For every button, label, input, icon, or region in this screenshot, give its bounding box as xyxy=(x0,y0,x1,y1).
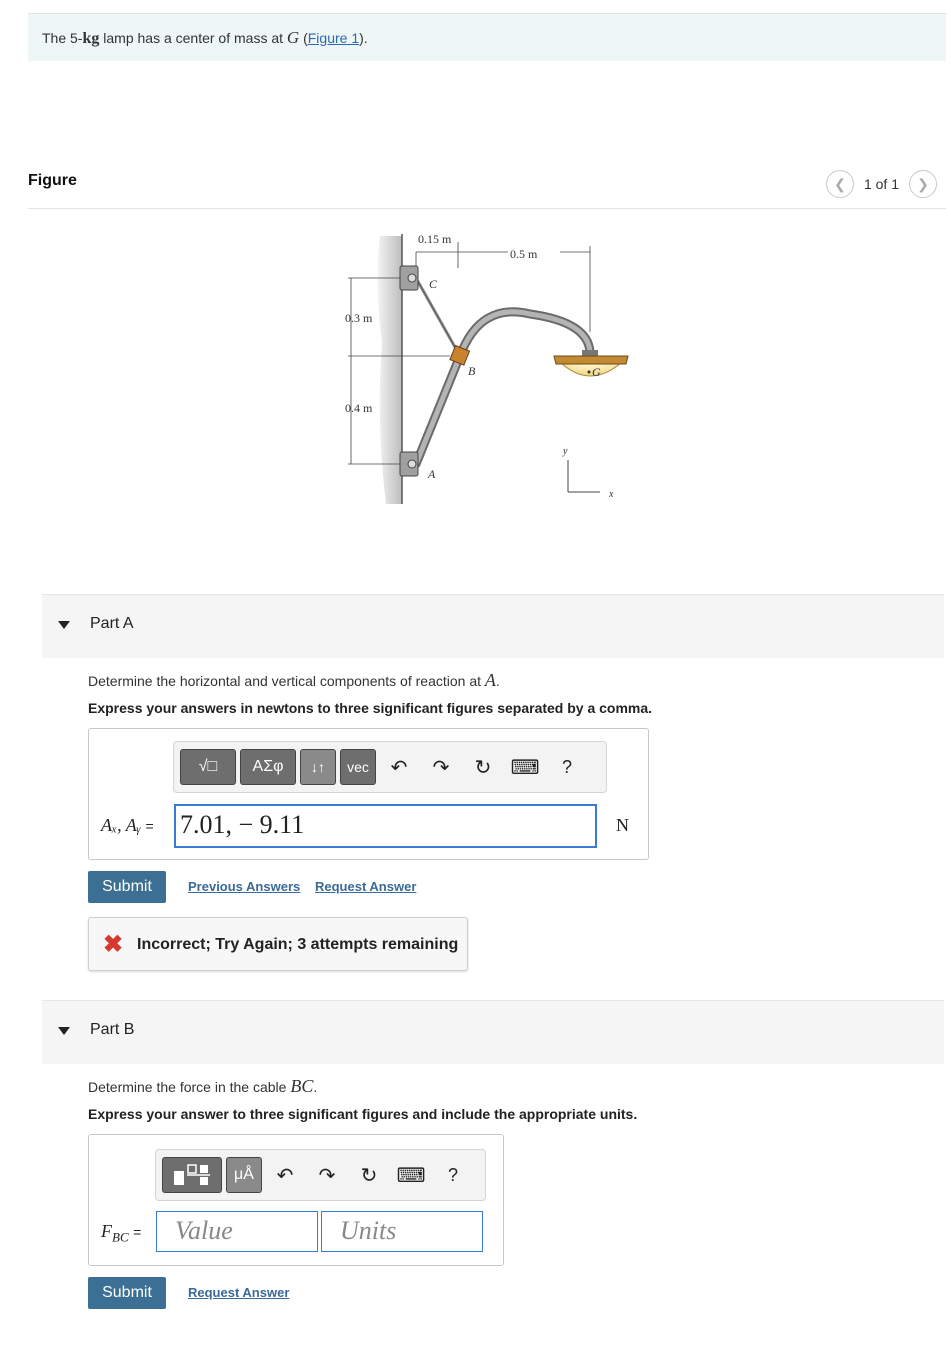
redo-icon[interactable]: ↷ xyxy=(432,756,450,779)
previous-answers-link[interactable]: Previous Answers xyxy=(188,879,301,894)
caret-down-icon xyxy=(58,1027,70,1035)
chevron-right-icon[interactable]: ❯ xyxy=(909,170,937,198)
units-input[interactable]: Units xyxy=(321,1211,483,1252)
point-g-label: G xyxy=(592,365,601,379)
figure-page-count: 1 of 1 xyxy=(863,176,899,192)
units-button[interactable]: μÅ xyxy=(226,1157,262,1193)
part-b-instruction: Express your answer to three significant figures and include the appropriate units. xyxy=(88,1106,638,1122)
bracket-c xyxy=(400,266,418,290)
vector-button[interactable]: vec xyxy=(340,749,376,785)
keyboard-icon[interactable]: ⌨ xyxy=(510,756,540,779)
intro-text: The 5- xyxy=(42,30,83,46)
lamp-arm xyxy=(416,312,590,464)
part-b-toolbar xyxy=(155,1149,486,1201)
cable-bc-symbol: BC xyxy=(290,1076,314,1096)
point-a-label: A xyxy=(428,467,436,481)
undo-icon[interactable]: ↶ xyxy=(390,756,408,779)
sub-superscript-button[interactable]: ↓↑ xyxy=(300,749,336,785)
part-a-label: Part A xyxy=(90,615,134,632)
figure-divider xyxy=(28,208,946,209)
bracket-a xyxy=(400,452,418,476)
dim-label-upper: 0.3 m xyxy=(345,311,373,325)
undo-icon[interactable]: ↶ xyxy=(276,1164,294,1187)
part-a-prompt: Determine the horizontal and vertical components of reaction at A. xyxy=(88,670,500,690)
center-of-mass-symbol: G xyxy=(286,28,300,47)
part-b-submit-button[interactable]: Submit xyxy=(88,1277,166,1309)
caret-down-icon xyxy=(58,621,70,629)
figure-title: Figure xyxy=(28,172,77,189)
part-a-answer-input[interactable]: 7.01, − 9.11 xyxy=(174,804,597,848)
chevron-left-icon[interactable]: ❮ xyxy=(826,170,854,198)
problem-statement xyxy=(28,13,946,61)
part-a-toolbar xyxy=(173,741,607,793)
part-a-unit: N xyxy=(616,815,629,835)
reset-icon[interactable]: ↻ xyxy=(474,756,492,779)
dim-label-lower: 0.4 m xyxy=(345,401,373,415)
part-a-answer-box xyxy=(88,728,649,860)
figure-pager xyxy=(826,170,937,198)
part-b-prompt: Determine the force in the cable BC. xyxy=(88,1076,318,1096)
paren-close: ). xyxy=(359,30,368,46)
point-b-label: B xyxy=(468,364,476,378)
templates-button[interactable] xyxy=(162,1157,222,1193)
greek-symbols-button[interactable]: ΑΣφ xyxy=(240,749,296,785)
part-b-answer-box xyxy=(88,1134,504,1266)
part-b-header[interactable] xyxy=(42,1000,944,1064)
help-icon[interactable]: ? xyxy=(447,1164,458,1185)
templates-button[interactable]: √□ xyxy=(180,749,236,785)
paren-open: ( xyxy=(299,30,308,46)
part-a-request-answer-link[interactable]: Request Answer xyxy=(315,879,417,894)
part-a-header[interactable] xyxy=(42,594,944,658)
feedback-message: Incorrect; Try Again; 3 attempts remaining xyxy=(137,936,459,953)
point-a-symbol: A xyxy=(484,670,496,690)
feedback-panel xyxy=(88,917,468,971)
reset-icon[interactable]: ↻ xyxy=(360,1164,378,1187)
keyboard-icon[interactable]: ⌨ xyxy=(396,1164,426,1187)
part-b-request-answer-link[interactable]: Request Answer xyxy=(188,1285,290,1300)
coordinate-axes xyxy=(568,460,600,492)
fraction-template-icon xyxy=(172,1163,212,1187)
part-b-variable-label: $F_{BC}$ = xyxy=(101,1221,142,1245)
dim-label-right: 0.5 m xyxy=(510,247,538,261)
part-a-submit-button[interactable]: Submit xyxy=(88,871,166,903)
mass-unit: kg xyxy=(82,30,100,47)
part-a-variable-label: Aₓ, Aᵧ = xyxy=(101,815,154,835)
lamp-shade xyxy=(554,356,628,364)
part-b-label: Part B xyxy=(90,1021,135,1038)
figure-link[interactable]: Figure 1 xyxy=(307,30,360,46)
lamp-figure xyxy=(330,222,640,512)
point-c-label: C xyxy=(429,277,438,291)
axis-y-label: y xyxy=(563,446,568,457)
redo-icon[interactable]: ↷ xyxy=(318,1164,336,1187)
intro-text-middle: lamp has a center of mass at xyxy=(99,30,287,46)
value-input[interactable]: Value xyxy=(156,1211,318,1252)
part-a-instruction: Express your answers in newtons to three significant figures separated by a comma. xyxy=(88,700,653,716)
help-icon[interactable]: ? xyxy=(561,756,572,777)
axis-x-label: x xyxy=(609,489,614,500)
dim-label-top: 0.15 m xyxy=(418,232,452,246)
close-icon: ✖ xyxy=(103,931,124,958)
